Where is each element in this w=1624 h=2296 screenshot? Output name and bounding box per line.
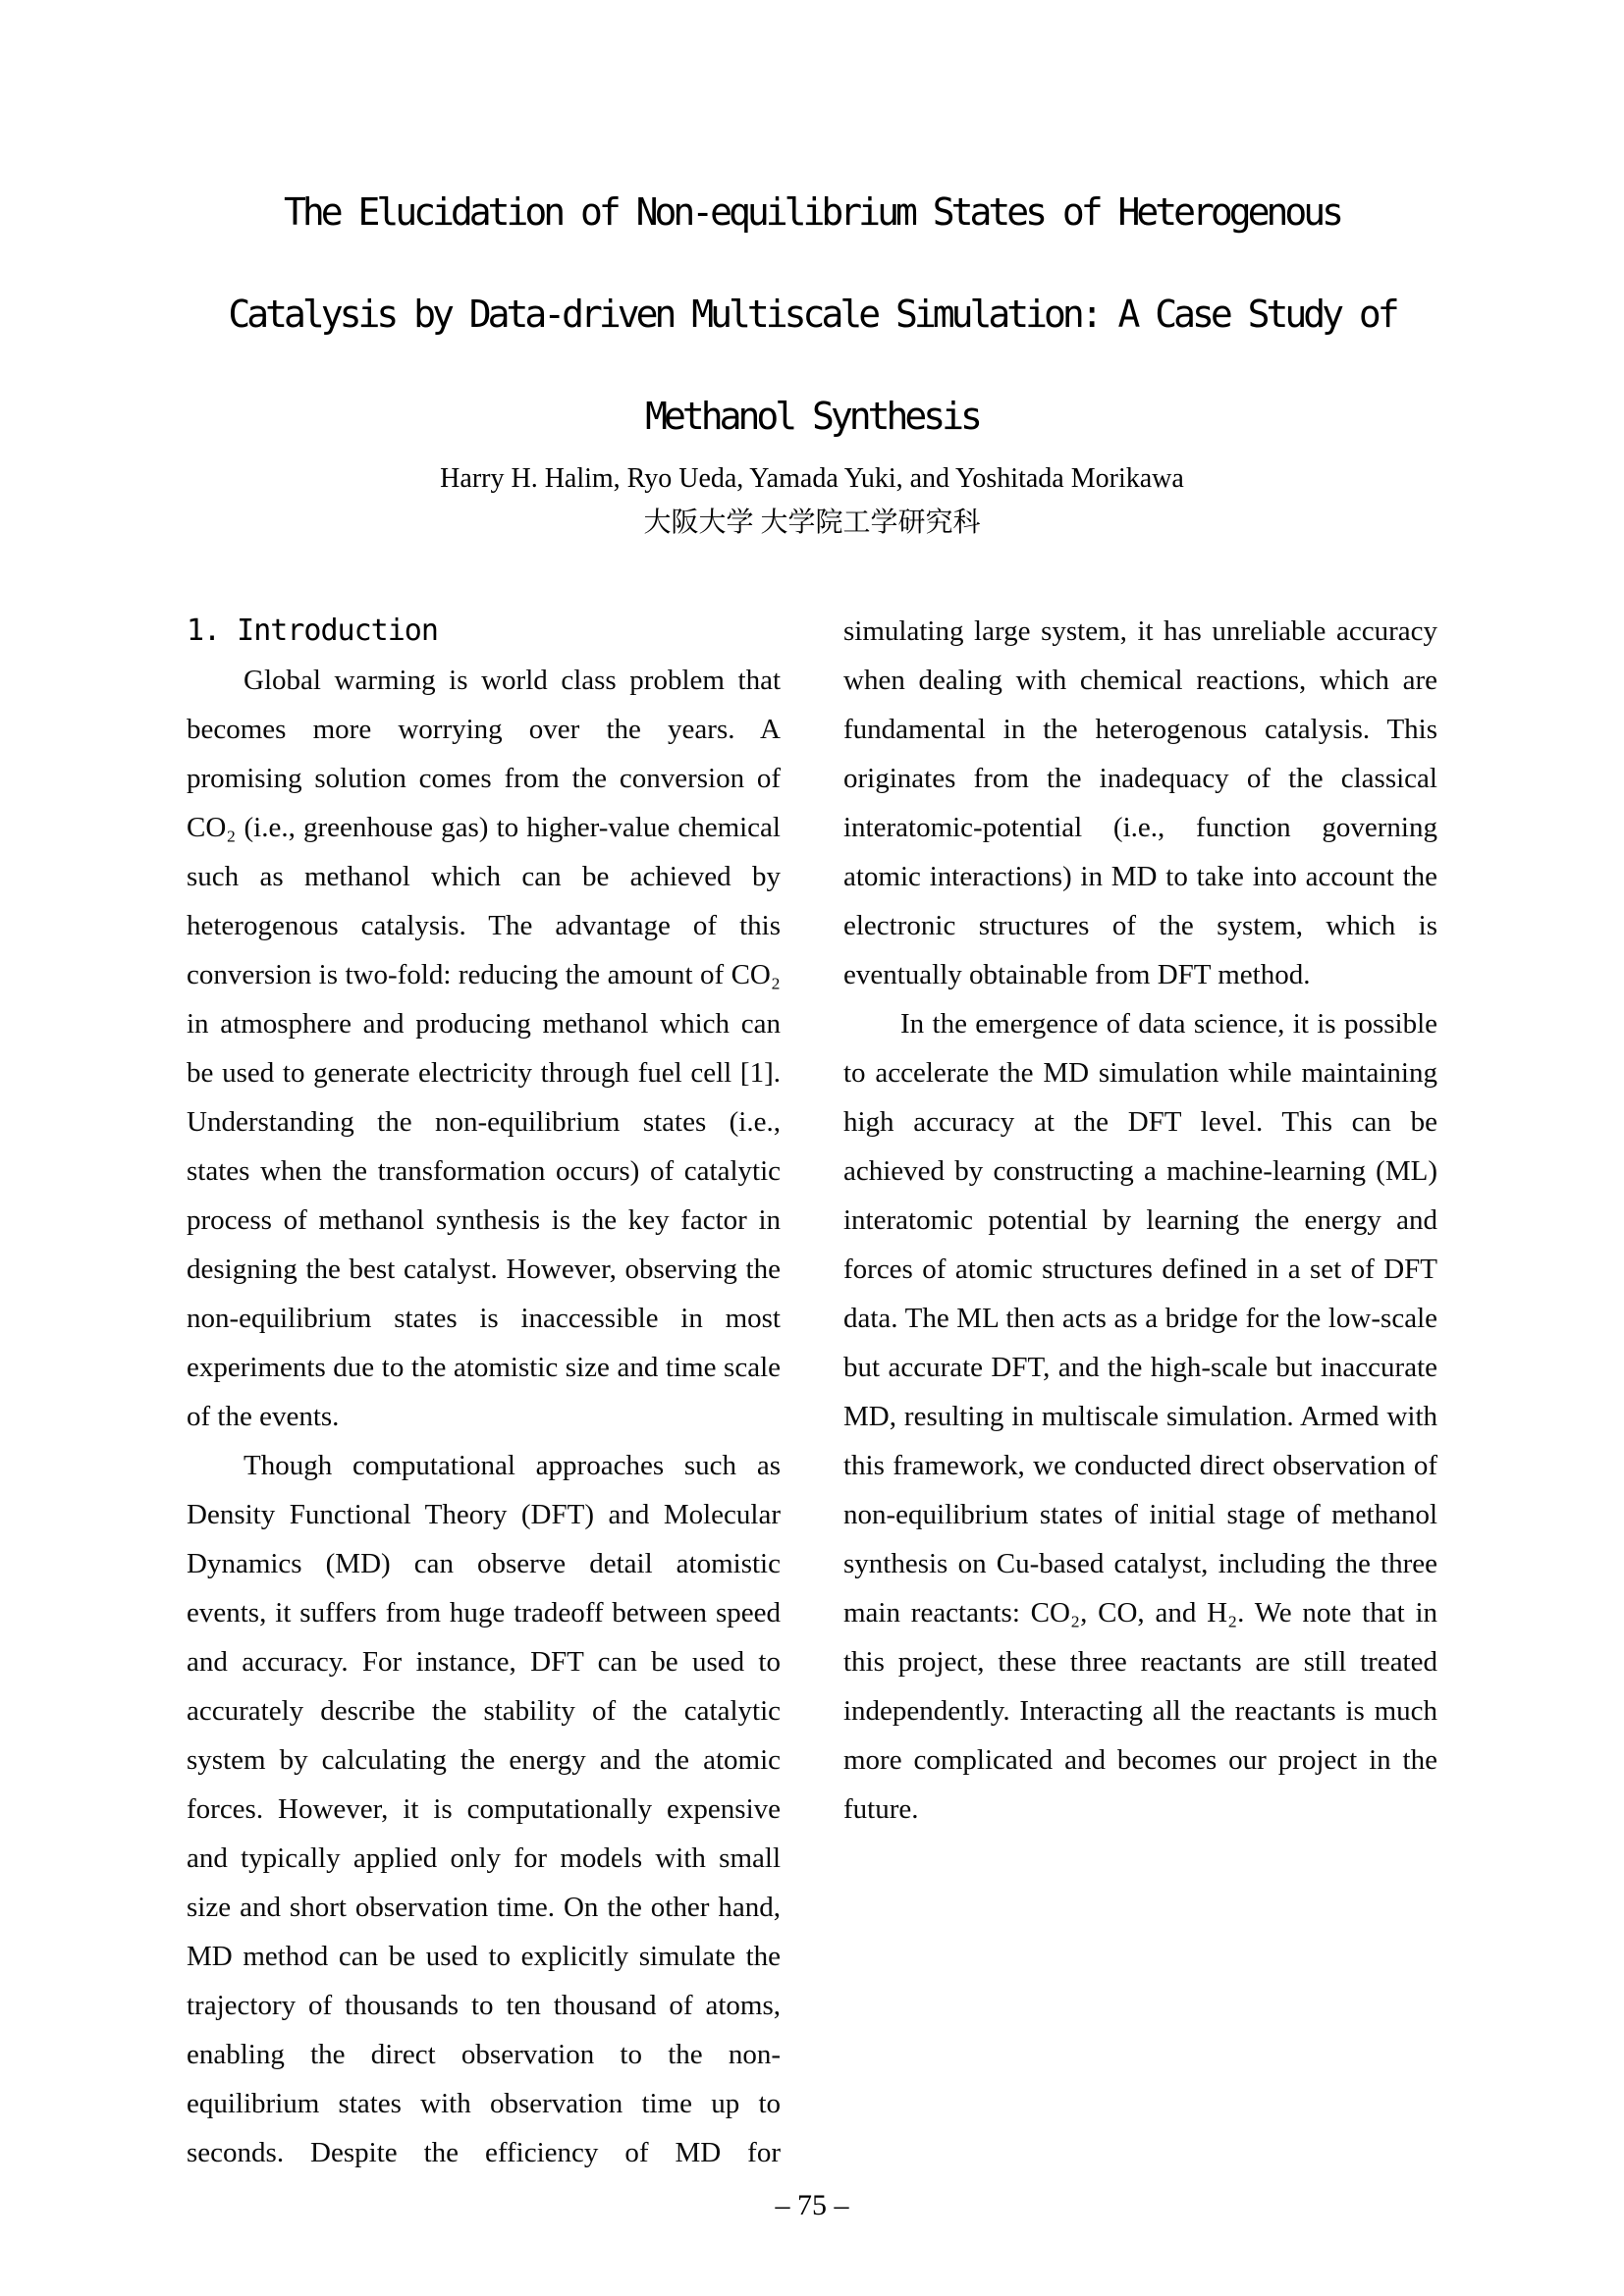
page-content <box>187 161 1437 2177</box>
body-paragraph-3: In the emergence of data science, it is possible to accelerate the MD simulation while maintaining high accuracy at the DFT level. This can be achieved by constructing a machine-learning (ML) interatomic potential by learning the energy and forces of atomic structures defined in a set of DFT data. The ML then acts as a bridge for the low-scale but accurate DFT, and the high-scale but inaccurate MD, resulting in multiscale simulation. Armed with this framework, we conducted direct observation of non-equilibrium states of initial stage of methanol synthesis on Cu-based catalyst, including the three main reactants: CO₂, CO, and H₂. We note that in this project, these three reactants are still treated independently. Interacting all the reactants is much more complicated and becomes our project in the future. <box>843 1008 1437 1825</box>
body-paragraph-1: Global warming is world class problem that becomes more worrying over the years. A promising solution comes from the conversion of CO₂ (i.e., greenhouse gas) to higher-value chemical such as methanol which can be achieved by heterogenous catalysis. The advantage of this conversion is two-fold: reducing the amount of CO₂ in atmosphere and producing methanol which can be used to generate electricity through fuel cell [1]. Understanding the non-equilibrium states (i.e., states when the transformation occurs) of catalytic process of methanol synthesis is the key factor in designing the best catalyst. However, observing the non-equilibrium states is inaccessible in most experiments due to the atomistic size and time scale of the events. <box>187 665 781 1432</box>
body-paragraph-2: Though computational approaches such as Density Functional Theory (DFT) and Molecular Dynamics (MD) can observe detail atomistic events, it suffers from huge tradeoff between speed and accuracy. For instance, DFT can be used to accurately describe the stability of the catalytic system by calculating the energy and the atomic forces. However, it is computationally expensive and typically applied only for models with small size and short observation time. On the other hand, MD method can be used to explicitly simulate the trajectory of thousands to ten thousand of atoms, enabling the direct observation to the non-equilibrium states with observation time up to seconds. Despite the efficiency of MD for simulating large system, it has unreliable accuracy when dealing with chemical reactions, which are fundamental in the heterogenous catalysis. This originates from the inadequacy of the classical interatomic-potential (i.e., function governing atomic interactions) in MD to take into account the electronic structures of the system, which is eventually obtainable from DFT method. <box>187 615 1437 2168</box>
title-line-1: The Elucidation of Non-equilibrium States of Heterogenous <box>283 190 1341 234</box>
title-line-3: Methanol Synthesis <box>645 395 979 438</box>
body-columns <box>187 607 1437 2177</box>
page-number: – 75 – <box>775 2189 849 2221</box>
affiliation-line: 大阪大学 大学院工学研究科 <box>643 507 981 538</box>
paper-title <box>187 161 1437 467</box>
title-line-2: Catalysis by Data-driven Multiscale Simulation: A Case Study of <box>228 293 1396 336</box>
authors-line: Harry H. Halim, Ryo Ueda, Yamada Yuki, and Yoshitada Morikawa <box>440 463 1184 494</box>
section-heading-introduction: 1. Introduction <box>187 614 438 648</box>
